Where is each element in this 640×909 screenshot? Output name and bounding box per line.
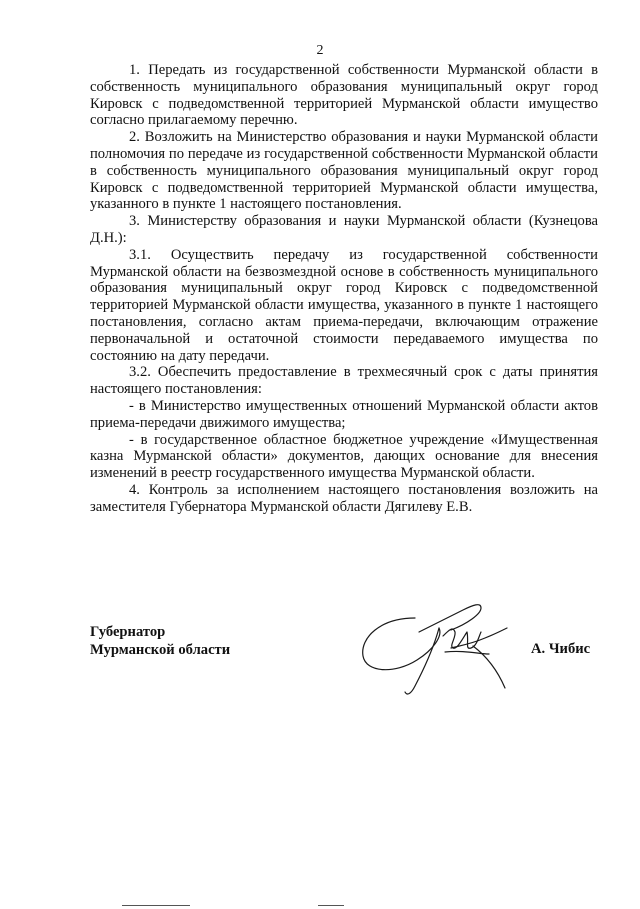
paragraph-3-2-item-1: - в Министерство имущественных отношений Мурманской области актов приема-передачи движимого имущества; <box>90 397 598 431</box>
paragraph-1: 1. Передать из государственной собственности Мурманской области в собственность муниципального образования муниципальный округ город Кировск с подведомственной территорией Мурманской области имущество согласно прилагаемому перечню. <box>90 62 598 129</box>
footer-rule-right <box>318 905 344 906</box>
paragraph-4: 4. Контроль за исполнением настоящего постановления возложить на заместителя Губернатора Мурманской области Дягилеву Е.В. <box>90 481 598 515</box>
paragraph-3-2-item-2: - в государственное областное бюджетное учреждение «Имущественная казна Мурманской области» документов, дающих основание для внесения изменений в реестр государственного имущества Мурманской области. <box>90 431 598 482</box>
paragraph-3-2: 3.2. Обеспечить предоставление в трехмесячный срок с даты принятия настоящего постановления: <box>90 364 598 398</box>
handwritten-signature <box>355 588 515 698</box>
footer-rule-left <box>122 905 190 906</box>
page-number: 2 <box>316 43 324 58</box>
document-body <box>90 62 598 516</box>
paragraph-3: 3. Министерству образования и науки Мурманской области (Кузнецова Д.Н.): <box>90 213 598 246</box>
signatory-title-line2: Мурманской области <box>90 642 231 658</box>
paragraph-3-1: 3.1. Осуществить передачу из государственной собственности Мурманской области на безвозмездной основе в собственность муниципального образования муниципальный округ город Кировск с подведомственной территорией Мурманской области имущества, указанного в пункте 1 настоящего постановления, согласно актам приема-передачи, включающим отражение первоначальной и остаточной стоимости передаваемого имущества по состоянию на дату передачи. <box>90 246 598 364</box>
signatory-title <box>90 623 230 659</box>
signer-name: А. Чибис <box>531 641 591 657</box>
signatory-title-line1: Губернатор <box>90 624 166 640</box>
paragraph-2: 2. Возложить на Министерство образования и науки Мурманской области полномочия по передаче из государственной собственности Мурманской области в собственность муниципального образования муниципальный округ город Кировск с подведомственной территорией Мурманской области имущества, указанного в пункте 1 настоящего постановления. <box>90 129 598 213</box>
